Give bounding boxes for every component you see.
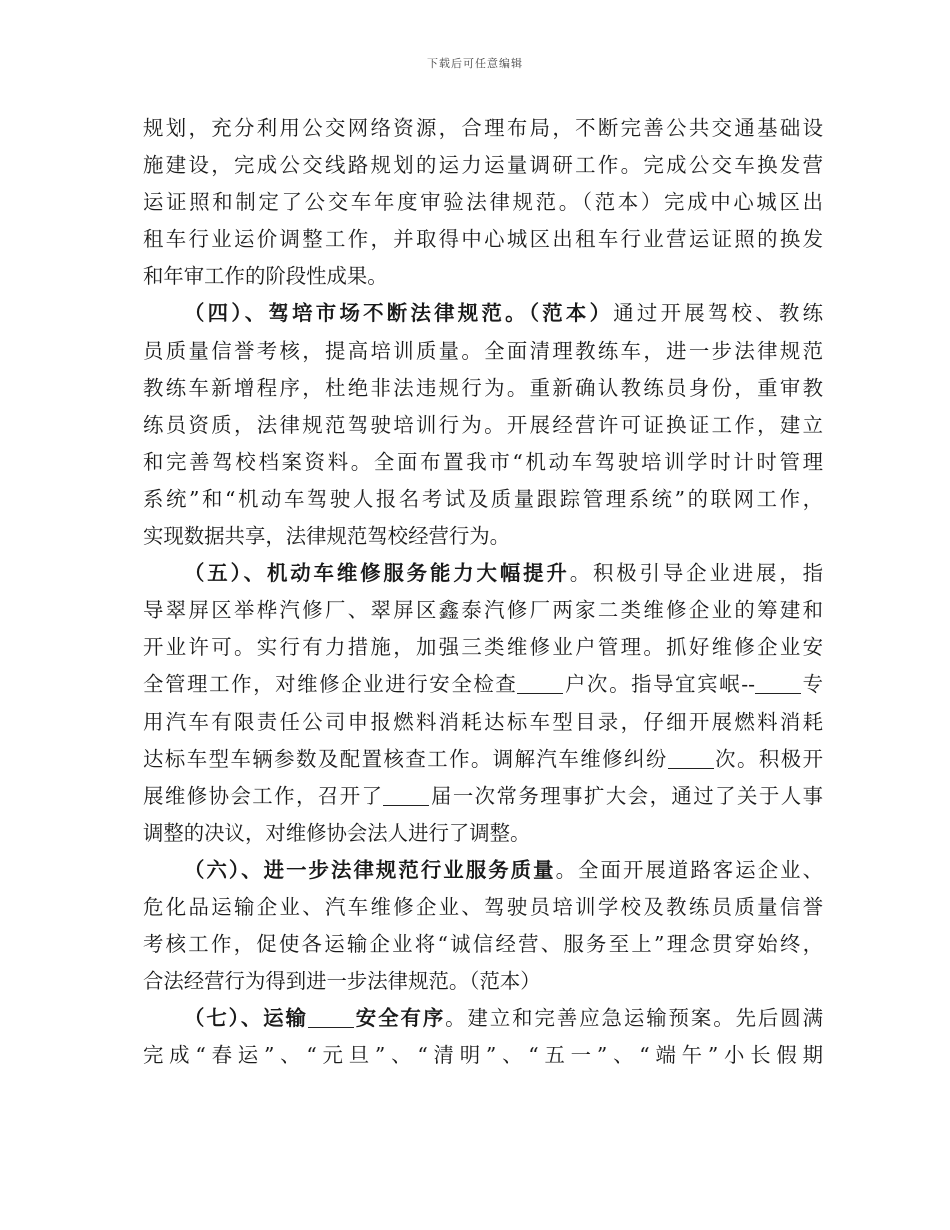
body-text: 考核工作，促使各运输企业将“诚信经营、服务至上”理念贯穿始终， — [143, 932, 823, 957]
text-line — [143, 741, 823, 778]
body-text: 施建设，完成公交线路规划的运力运量调研工作。完成公交车换发营 — [143, 153, 823, 178]
body-text: 教练车新增程序，杜绝非法违规行为。重新确认教练员身份，重审教 — [143, 375, 823, 400]
body-text: 租车行业运价调整工作，并取得中心城区出租车行业营运证照的换发 — [143, 227, 823, 252]
text-line — [143, 184, 823, 221]
body-text: 完成“春运”、“元旦”、“清明”、“五一”、“端午”小长假期 — [143, 1043, 823, 1068]
text-line — [143, 778, 823, 815]
section-heading: 安全有序 — [353, 1006, 446, 1031]
text-line — [143, 926, 823, 963]
text-line — [143, 963, 823, 1000]
text-line — [143, 666, 823, 703]
text-line — [143, 258, 823, 295]
body-text: 全管理工作，对维修企业进行安全检查 — [143, 672, 518, 697]
text-line — [143, 815, 823, 852]
page-header: 下载后可任意编辑 — [427, 57, 523, 70]
body-text: 和完善驾校档案资料。全面布置我市“机动车驾驶培训学时计时管理 — [143, 449, 823, 474]
body-text: 系统”和“机动车驾驶人报名考试及质量跟踪管理系统”的联网工作， — [143, 486, 823, 511]
text-line — [143, 407, 823, 444]
text-line — [143, 444, 823, 481]
text-line — [143, 221, 823, 258]
text-line — [143, 295, 823, 332]
text-line — [143, 481, 823, 518]
text-line — [143, 704, 823, 741]
body-text: 练员资质，法律规范驾驶培训行为。开展经营许可证换证工作，建立 — [143, 412, 823, 437]
document-body — [143, 110, 823, 1074]
fill-in-blank — [383, 784, 429, 805]
text-line — [143, 555, 823, 592]
text-line — [143, 110, 823, 147]
fill-in-blank — [668, 747, 714, 768]
body-text: 通过开展驾校、教练 — [613, 301, 823, 326]
body-text: 合法经营行为得到进一步法律规范。（范本） — [143, 969, 541, 994]
body-text: 达标车型车辆参数及配置核查工作。调解汽车维修纠纷 — [143, 746, 668, 771]
text-line — [143, 889, 823, 926]
text-line — [143, 333, 823, 370]
section-heading: （六）、进一步法律规范行业服务质量 — [184, 857, 556, 882]
body-text: 运证照和制定了公交车年度审验法律规范。（范本）完成中心城区出 — [143, 190, 823, 215]
body-text: 开业许可。实行有力措施，加强三类维修业户管理。抓好维修企业安 — [143, 635, 823, 660]
text-line — [143, 1037, 823, 1074]
body-text: 次。积极开 — [713, 746, 823, 771]
fill-in-blank — [755, 673, 801, 694]
text-line — [143, 518, 823, 555]
body-text: 。积极引导企业进展，指 — [569, 561, 823, 586]
text-line — [143, 1000, 823, 1037]
body-text: 员质量信誉考核，提高培训质量。全面清理教练车，进一步法律规范 — [143, 338, 823, 363]
body-text: 。建立和完善应急运输预案。先后圆满 — [445, 1006, 823, 1031]
text-line — [143, 147, 823, 184]
body-text: 导翠屏区举桦汽修厂、翠屏区鑫泰汽修厂两家二类维修企业的筹建和 — [143, 598, 823, 623]
section-heading: （七）、运输 — [184, 1006, 308, 1031]
body-text: 危化品运输企业、汽车维修企业、驾驶员培训学校及教练员质量信誉 — [143, 894, 823, 919]
body-text: 调整的决议，对维修协会法人进行了调整。 — [143, 820, 531, 845]
text-line — [143, 629, 823, 666]
fill-in-blank — [517, 673, 563, 694]
body-text: 届一次常务理事扩大会，通过了关于人事 — [429, 783, 823, 808]
text-line — [143, 370, 823, 407]
body-text: 和年审工作的阶段性成果。 — [143, 264, 388, 289]
body-text: 实现数据共享，法律规范驾校经营行为。 — [143, 524, 511, 549]
fill-in-blank — [308, 1007, 354, 1028]
body-text: 户次。指导宜宾岷-- — [563, 672, 755, 697]
body-text: 展维修协会工作，召开了 — [143, 783, 384, 808]
text-line — [143, 592, 823, 629]
body-text: 。全面开展道路客运企业、 — [555, 857, 823, 882]
body-text: 规划，充分利用公交网络资源，合理布局，不断完善公共交通基础设 — [143, 116, 823, 140]
section-heading: （四）、驾培市场不断法律规范。（范本） — [184, 301, 614, 326]
body-text: 用汽车有限责任公司申报燃料消耗达标车型目录，仔细开展燃料消耗 — [143, 709, 823, 734]
text-line — [143, 852, 823, 889]
body-text: 专 — [800, 672, 823, 697]
section-heading: （五）、机动车维修服务能力大幅提升 — [184, 561, 570, 586]
